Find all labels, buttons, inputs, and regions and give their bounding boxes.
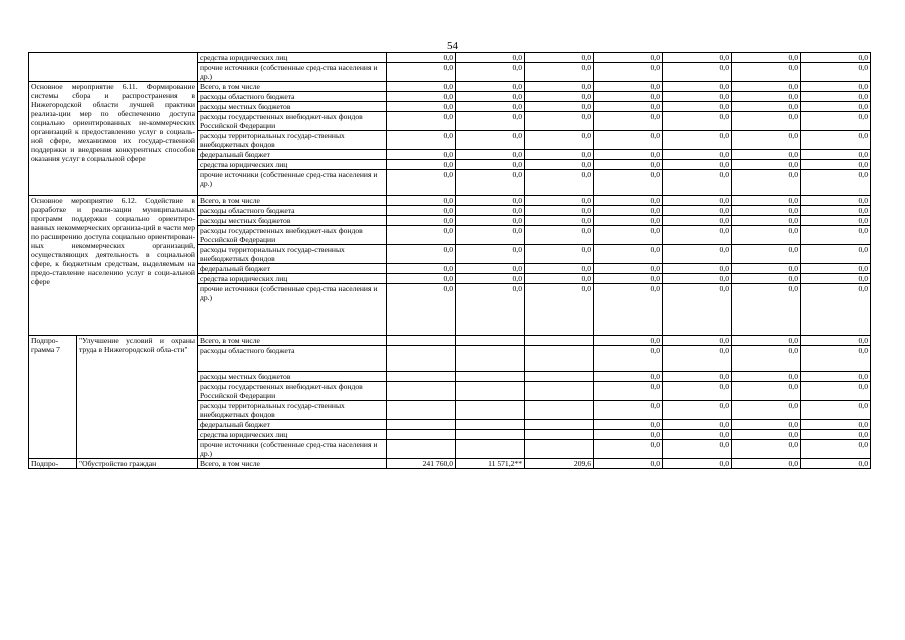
value-cell: 0,0 [801,264,871,274]
value-cell: 0,0 [594,131,663,150]
value-cell: 0,0 [663,346,732,372]
source-label: прочие источники (собственные сред-ства населения и др.) [198,284,387,336]
source-label: расходы местных бюджетов [198,372,387,382]
measure-description: Основное мероприятие 6.12. Содействие в разработке и реали-зации муниципальных программ поддержки социально ориентиро-ванных некоммерческих организа-ций в части мер по расширению доступа социально ориентирован-ных некоммерческих организаций, осуществляющих деятельность в социальной сфере, к бюджетным средствам, выделяемым на предо-ставление населению услуг в соци-альной сфере [29,196,198,336]
value-cell: 0,0 [456,150,525,160]
source-label: федеральный бюджет [198,264,387,274]
table-row [29,336,871,346]
value-cell: 0,0 [525,170,594,196]
value-cell: 0,0 [663,53,732,63]
value-cell: 0,0 [732,160,801,170]
value-cell: 0,0 [663,372,732,382]
empty-cell [525,346,594,372]
value-cell: 0,0 [801,150,871,160]
value-cell: 241 760,0 [387,459,456,469]
value-cell: 0,0 [456,284,525,336]
value-cell: 0,0 [456,196,525,206]
source-label: расходы областного бюджета [198,346,387,372]
source-label: средства юридических лиц [198,53,387,63]
value-cell: 0,0 [663,131,732,150]
value-cell: 0,0 [801,430,871,440]
value-cell: 0,0 [663,160,732,170]
value-cell: 0,0 [732,82,801,92]
value-cell: 0,0 [801,92,871,102]
value-cell: 0,0 [801,382,871,401]
value-cell: 0,0 [801,216,871,226]
source-label: Всего, в том числе [198,82,387,92]
empty-cell [387,440,456,459]
empty-cell [387,346,456,372]
value-cell: 0,0 [732,226,801,245]
value-cell: 0,0 [732,336,801,346]
value-cell: 0,0 [732,112,801,131]
value-cell: 0,0 [732,216,801,226]
value-cell: 0,0 [594,206,663,216]
value-cell: 0,0 [594,196,663,206]
value-cell: 0,0 [525,264,594,274]
value-cell: 0,0 [525,112,594,131]
table-row [29,196,871,206]
value-cell: 0,0 [387,196,456,206]
value-cell: 0,0 [732,430,801,440]
value-cell: 0,0 [801,112,871,131]
value-cell: 0,0 [594,63,663,82]
value-cell: 0,0 [525,92,594,102]
empty-cell [525,372,594,382]
empty-cell [525,430,594,440]
value-cell: 0,0 [525,274,594,284]
value-cell: 0,0 [732,346,801,372]
value-cell: 0,0 [456,112,525,131]
measure-description: Основное мероприятие 6.11. Формирование системы сбора и распространения в Нижегородской области лучшей практики реализа-ции мер по обеспечению доступа социально ориентированных не-коммерческих организаций к предоставлению услуг в социаль-ной сфере, механизмов их государ-ственной поддержки и внедрения конкурентных способов оказания услуг в социальной сфере [29,82,198,196]
value-cell: 0,0 [387,206,456,216]
value-cell: 0,0 [387,274,456,284]
empty-cell [456,401,525,420]
value-cell: 0,0 [456,53,525,63]
empty-cell [456,336,525,346]
empty-cell [387,401,456,420]
value-cell: 11 571,2** [456,459,525,469]
value-cell: 0,0 [387,131,456,150]
value-cell: 0,0 [456,206,525,216]
value-cell: 0,0 [732,401,801,420]
source-label: расходы территориальных государ-ственных внебюджетных фондов [198,131,387,150]
value-cell: 0,0 [594,82,663,92]
value-cell: 0,0 [594,382,663,401]
value-cell: 0,0 [663,401,732,420]
value-cell: 0,0 [594,430,663,440]
value-cell: 209,6 [525,459,594,469]
value-cell: 0,0 [663,382,732,401]
value-cell: 0,0 [732,372,801,382]
value-cell: 0,0 [594,459,663,469]
value-cell: 0,0 [801,206,871,216]
value-cell: 0,0 [456,63,525,82]
empty-cell [387,382,456,401]
value-cell: 0,0 [456,102,525,112]
value-cell: 0,0 [594,372,663,382]
value-cell: 0,0 [663,102,732,112]
value-cell: 0,0 [387,53,456,63]
value-cell: 0,0 [801,102,871,112]
value-cell: 0,0 [663,420,732,430]
table-row [29,82,871,92]
value-cell: 0,0 [387,216,456,226]
source-label: расходы территориальных государ-ственных внебюджетных фондов [198,245,387,264]
value-cell: 0,0 [663,63,732,82]
value-cell: 0,0 [456,216,525,226]
value-cell: 0,0 [663,336,732,346]
value-cell: 0,0 [387,92,456,102]
source-label: федеральный бюджет [198,420,387,430]
table-row [29,53,871,63]
value-cell: 0,0 [456,92,525,102]
value-cell: 0,0 [594,284,663,336]
value-cell: 0,0 [663,459,732,469]
source-label: прочие источники (собственные сред-ства населения и др.) [198,170,387,196]
value-cell: 0,0 [456,226,525,245]
source-label: Всего, в том числе [198,336,387,346]
value-cell: 0,0 [801,440,871,459]
value-cell: 0,0 [594,102,663,112]
value-cell: 0,0 [525,245,594,264]
value-cell: 0,0 [594,216,663,226]
subprogram-title: "Улучшение условий и охраны труда в Нижегородской обла-сти" [77,336,198,459]
value-cell: 0,0 [801,226,871,245]
source-label: прочие источники (собственные сред-ства населения и др.) [198,440,387,459]
value-cell: 0,0 [594,150,663,160]
value-cell: 0,0 [594,226,663,245]
value-cell: 0,0 [456,82,525,92]
value-cell: 0,0 [525,82,594,92]
value-cell: 0,0 [525,226,594,245]
value-cell: 0,0 [732,440,801,459]
value-cell: 0,0 [801,346,871,372]
value-cell: 0,0 [801,63,871,82]
value-cell: 0,0 [663,82,732,92]
value-cell: 0,0 [525,160,594,170]
value-cell: 0,0 [801,372,871,382]
table-body [29,53,871,469]
value-cell: 0,0 [594,112,663,131]
value-cell: 0,0 [525,284,594,336]
value-cell: 0,0 [456,264,525,274]
value-cell: 0,0 [594,92,663,102]
value-cell: 0,0 [663,245,732,264]
empty-cell [387,430,456,440]
subprogram-title: "Обустройство граждан [77,459,198,469]
source-label: средства юридических лиц [198,430,387,440]
value-cell: 0,0 [525,131,594,150]
value-cell: 0,0 [732,420,801,430]
value-cell: 0,0 [801,245,871,264]
empty-cell [29,53,198,82]
source-label: расходы государственных внебюджет-ных фондов Российской Федерации [198,226,387,245]
value-cell: 0,0 [594,264,663,274]
value-cell: 0,0 [456,274,525,284]
source-label: средства юридических лиц [198,274,387,284]
empty-cell [456,420,525,430]
source-label: расходы местных бюджетов [198,216,387,226]
value-cell: 0,0 [663,226,732,245]
value-cell: 0,0 [663,284,732,336]
source-label: расходы государственных внебюджет-ных фондов Российской Федерации [198,112,387,131]
value-cell: 0,0 [594,346,663,372]
source-label: расходы местных бюджетов [198,102,387,112]
empty-cell [456,430,525,440]
value-cell: 0,0 [801,274,871,284]
value-cell: 0,0 [387,245,456,264]
value-cell: 0,0 [594,401,663,420]
value-cell: 0,0 [594,170,663,196]
page-number: 54 [447,40,458,52]
value-cell: 0,0 [594,245,663,264]
value-cell: 0,0 [732,53,801,63]
value-cell: 0,0 [732,274,801,284]
empty-cell [456,440,525,459]
empty-cell [456,346,525,372]
source-label: Всего, в том числе [198,196,387,206]
value-cell: 0,0 [663,150,732,160]
empty-cell [525,336,594,346]
value-cell: 0,0 [801,401,871,420]
source-label: Всего, в том числе [198,459,387,469]
empty-cell [387,420,456,430]
value-cell: 0,0 [525,102,594,112]
source-label: расходы областного бюджета [198,206,387,216]
value-cell: 0,0 [663,92,732,102]
value-cell: 0,0 [732,196,801,206]
source-label: федеральный бюджет [198,150,387,160]
value-cell: 0,0 [732,245,801,264]
value-cell: 0,0 [801,53,871,63]
value-cell: 0,0 [387,102,456,112]
value-cell: 0,0 [801,170,871,196]
value-cell: 0,0 [594,274,663,284]
value-cell: 0,0 [801,459,871,469]
budget-table [28,52,871,469]
value-cell: 0,0 [663,440,732,459]
value-cell: 0,0 [456,170,525,196]
value-cell: 0,0 [801,196,871,206]
empty-cell [525,420,594,430]
value-cell: 0,0 [801,336,871,346]
value-cell: 0,0 [732,150,801,160]
empty-cell [387,336,456,346]
value-cell: 0,0 [387,160,456,170]
value-cell: 0,0 [387,112,456,131]
empty-cell [456,372,525,382]
value-cell: 0,0 [525,206,594,216]
value-cell: 0,0 [525,216,594,226]
value-cell: 0,0 [732,102,801,112]
value-cell: 0,0 [525,150,594,160]
value-cell: 0,0 [732,264,801,274]
source-label: расходы территориальных государ-ственных внебюджетных фондов [198,401,387,420]
value-cell: 0,0 [387,284,456,336]
value-cell: 0,0 [732,206,801,216]
value-cell: 0,0 [594,420,663,430]
empty-cell [525,440,594,459]
value-cell: 0,0 [801,82,871,92]
value-cell: 0,0 [732,459,801,469]
value-cell: 0,0 [594,440,663,459]
value-cell: 0,0 [387,264,456,274]
value-cell: 0,0 [732,131,801,150]
value-cell: 0,0 [525,63,594,82]
source-label: прочие источники (собственные сред-ства населения и др.) [198,63,387,82]
value-cell: 0,0 [663,196,732,206]
value-cell: 0,0 [387,226,456,245]
source-label: расходы областного бюджета [198,92,387,102]
value-cell: 0,0 [594,336,663,346]
value-cell: 0,0 [663,170,732,196]
value-cell: 0,0 [594,53,663,63]
empty-cell [456,382,525,401]
value-cell: 0,0 [594,160,663,170]
table-row [29,459,871,469]
value-cell: 0,0 [801,284,871,336]
empty-cell [525,401,594,420]
value-cell: 0,0 [387,170,456,196]
value-cell: 0,0 [387,82,456,92]
value-cell: 0,0 [663,216,732,226]
subprogram-label: Подпро-грамма 7 [29,336,77,459]
value-cell: 0,0 [456,245,525,264]
value-cell: 0,0 [732,382,801,401]
value-cell: 0,0 [663,274,732,284]
source-label: расходы государственных внебюджет-ных фондов Российской Федерации [198,382,387,401]
value-cell: 0,0 [525,53,594,63]
source-label: средства юридических лиц [198,160,387,170]
value-cell: 0,0 [732,170,801,196]
value-cell: 0,0 [387,150,456,160]
value-cell: 0,0 [456,131,525,150]
value-cell: 0,0 [525,196,594,206]
value-cell: 0,0 [801,420,871,430]
value-cell: 0,0 [663,264,732,274]
value-cell: 0,0 [801,131,871,150]
value-cell: 0,0 [663,112,732,131]
value-cell: 0,0 [732,284,801,336]
value-cell: 0,0 [732,92,801,102]
empty-cell [525,382,594,401]
value-cell: 0,0 [663,430,732,440]
empty-cell [387,372,456,382]
value-cell: 0,0 [801,160,871,170]
value-cell: 0,0 [456,160,525,170]
value-cell: 0,0 [663,206,732,216]
subprogram-label: Подпро- [29,459,77,469]
value-cell: 0,0 [387,63,456,82]
value-cell: 0,0 [732,63,801,82]
